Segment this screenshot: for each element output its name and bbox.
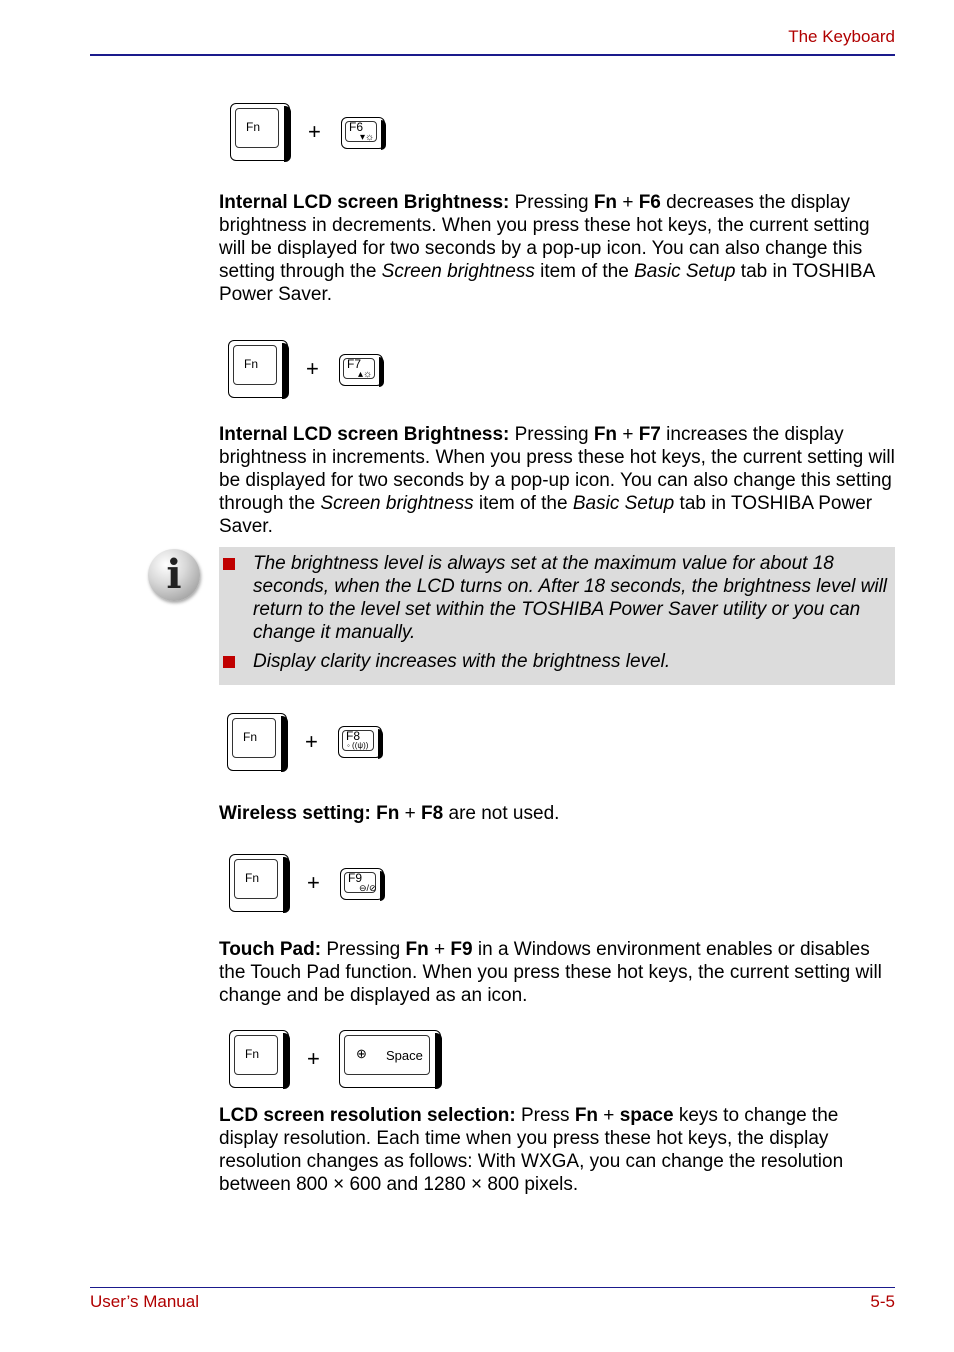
f7-key-label: F7	[347, 357, 362, 371]
brightness-down-icon: ▾☼	[360, 132, 375, 143]
bullet-icon	[223, 656, 235, 668]
term: Internal LCD screen Brightness:	[219, 424, 510, 445]
info-icon: i	[148, 549, 200, 601]
wireless-icon: ◦ ((ψ))	[347, 741, 369, 750]
note-item: Display clarity increases with the brightness level.	[253, 651, 671, 672]
f6-key-label: F6	[349, 120, 364, 134]
plus-sign: +	[307, 870, 320, 895]
bullet-icon	[223, 558, 235, 570]
f6-key	[341, 117, 385, 149]
space-key-label: Space	[386, 1048, 423, 1063]
touchpad-icon: ⊖/⊘	[359, 883, 377, 893]
plus-sign: +	[308, 119, 321, 144]
plus-sign: +	[305, 729, 318, 754]
f7-key	[339, 354, 383, 386]
fn-key	[228, 340, 288, 398]
zoom-icon: ⊕	[356, 1046, 367, 1061]
fn-key	[229, 854, 289, 912]
section-f7: Internal LCD screen Brightness: Pressing Fn + F7 increases the display brightness in increments. When you press these hot keys, the current setting will be displayed for two seconds by a pop-up icon. You can also change this setting through the Screen brightness item of the Basic Setup tab in TOSHIBA Power Saver.	[219, 424, 895, 537]
space-key	[339, 1030, 441, 1088]
running-header: The Keyboard	[788, 27, 895, 46]
hotkey-fn-space	[229, 1030, 444, 1090]
plus-sign: +	[306, 356, 319, 381]
hotkey-fn-f9	[229, 854, 389, 914]
header-rule	[90, 54, 895, 56]
section-f9: Touch Pad: Pressing Fn + F9 in a Windows environment enables or disables the Touch Pad function. When you press these hot keys, the current setting will change and be displayed as an icon.	[219, 939, 882, 1006]
hotkey-fn-f7	[228, 340, 388, 400]
page-number: 5-5	[870, 1292, 895, 1311]
fn-key-label: Fn	[244, 357, 259, 371]
term: LCD screen resolution selection:	[219, 1105, 516, 1126]
f8-key-label: F8	[346, 729, 361, 743]
footer-rule	[90, 1287, 895, 1288]
f9-key-label: F9	[348, 871, 363, 885]
section-f6: Internal LCD screen Brightness: Pressing Fn + F6 decreases the display brightness in decrements. When you press these hot keys, the current setting will be displayed for two seconds by a pop-up icon. You can also change this setting through the Screen brightness item of the Basic Setup tab in TOSHIBA Power Saver.	[219, 192, 875, 305]
fn-key-label: Fn	[245, 1047, 260, 1061]
f9-key	[340, 868, 384, 900]
term: Wireless setting: Fn	[219, 803, 400, 824]
fn-key	[230, 103, 290, 161]
footer-manual-title: User’s Manual	[90, 1292, 199, 1311]
fn-key	[229, 1030, 289, 1088]
section-f8: Wireless setting: Fn + F8 are not used.	[219, 803, 560, 824]
fn-key-label: Fn	[246, 120, 261, 134]
note-item: The brightness level is always set at the maximum value for about 18 seconds, when the LCD turns on. After 18 seconds, the brightness level will return to the level set within the TOSHIBA Power Saver utility or you can change it manually.	[253, 553, 888, 643]
section-space: LCD screen resolution selection: Press Fn + space keys to change the display resolution. Each time when you press these hot keys, the display resolution changes as follows: With WXGA, you can change the resolution between 800 × 600 and 1280 × 800 pixels.	[219, 1105, 844, 1195]
f8-key	[338, 726, 382, 758]
hotkey-fn-f6	[230, 103, 390, 163]
hotkey-fn-f8	[227, 713, 387, 773]
term: Internal LCD screen Brightness:	[219, 192, 510, 213]
fn-key-label: Fn	[245, 871, 260, 885]
plus-sign: +	[307, 1046, 320, 1071]
fn-key-label: Fn	[243, 730, 258, 744]
fn-key	[227, 713, 287, 771]
note-box	[219, 547, 895, 685]
brightness-up-icon: ▴☼	[358, 369, 373, 380]
term: Touch Pad:	[219, 939, 322, 960]
